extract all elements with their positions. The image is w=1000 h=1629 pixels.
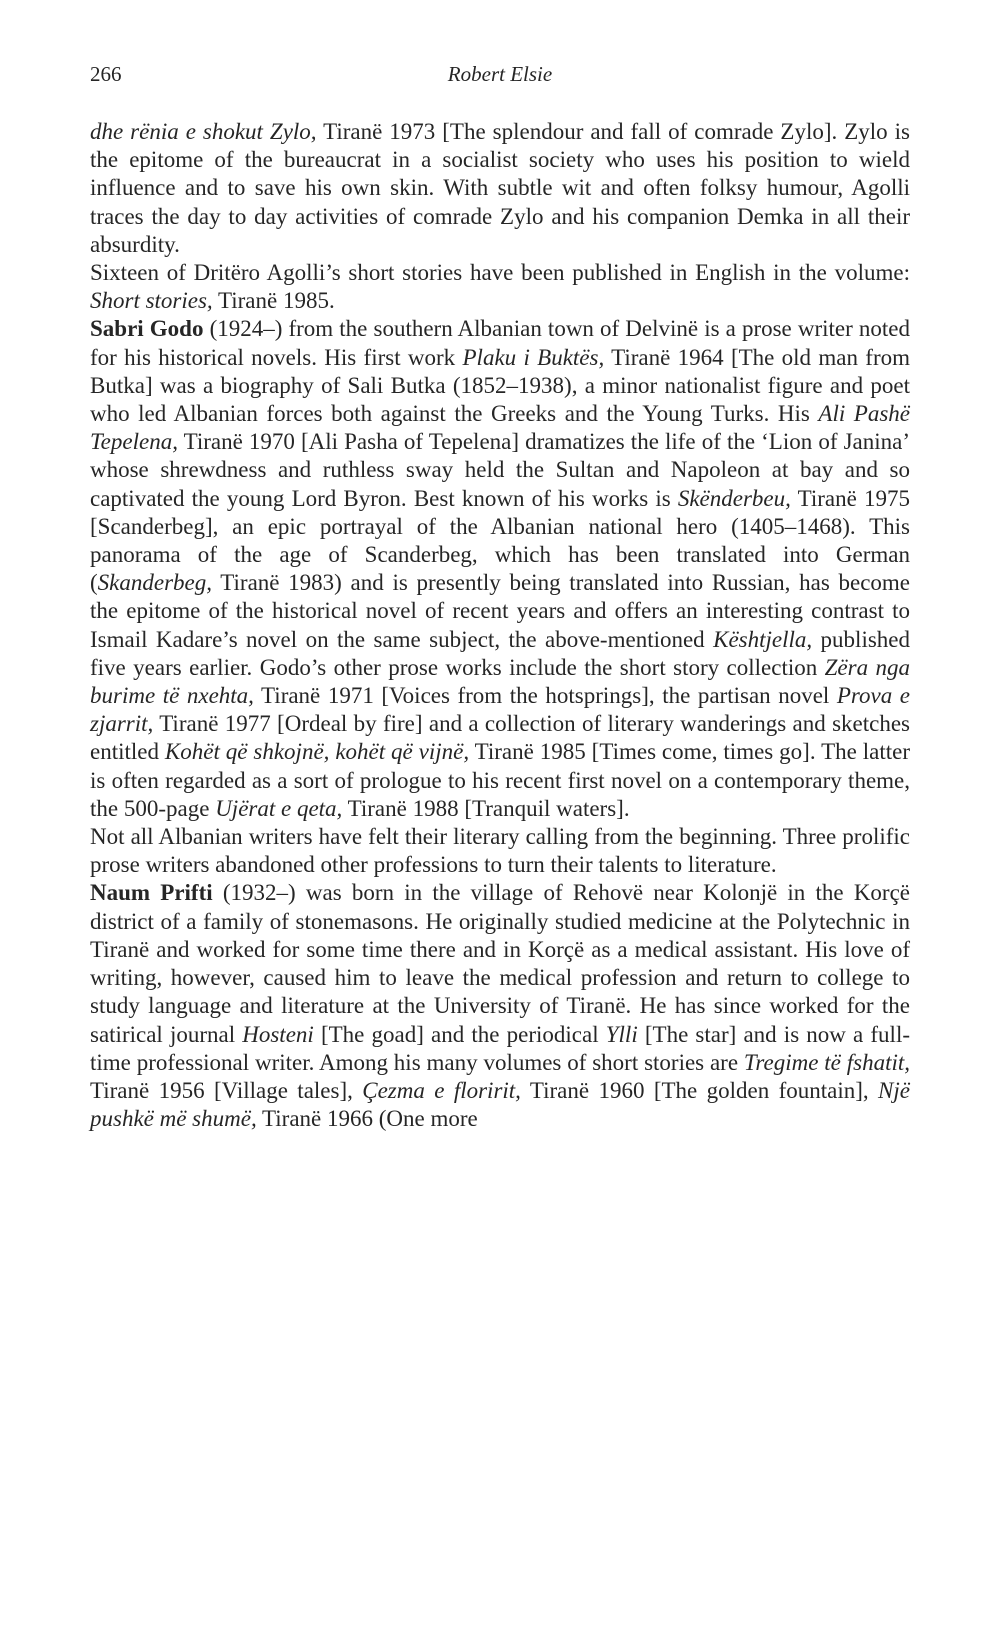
italic-title: Hosteni [242,1021,314,1047]
text-run: Not all Albanian writers have felt their literary calling from the beginning. Three prolific prose writers abandoned other professions to turn their talents to literature. [90,824,910,878]
text-run: Tiranë 1966 (One more [256,1106,478,1132]
page-number: 266 [90,62,122,86]
italic-title: Skënderbeu, [677,485,791,511]
running-title: Robert Elsie [447,62,553,86]
text-run: Tiranë 1973 [The splendour and fall of comrade Zylo]. Zylo is the epitome of the bureaucrat in a socialist society who uses his position to wield influence and to save his own skin. With subtle wit and often folksy humour, Agolli traces the day to day activities of comrade Zylo and his companion Demka in all their absurdity. [90,119,911,257]
italic-title: Ujërat e qeta, [215,795,343,821]
text-run: Tiranë 1960 [The golden fountain], [520,1077,879,1103]
text-run: Tiranë 1975 [Scanderbeg], an epic portrayal of the Albanian national hero (1405–1468). This panorama of the age of Scanderbeg, which has been translated into German ( [90,485,910,596]
running-head [90,62,910,92]
body-text [90,118,910,1133]
paragraph-agolli-short-stories [90,259,910,315]
italic-title: Skanderbeg, [97,570,212,596]
text-run: Tiranë 1985 [Times come, times go]. The latter is often regarded as a sort of prologue to his recent first novel on a contemporary theme, the 500-page [90,739,910,821]
italic-title: Tregime të fshatit, [743,1049,910,1075]
text-run: Tiranë 1971 [Voices from the hotsprings], the partisan novel [253,683,837,709]
text-run: Tiranë 1977 [Ordeal by fire] and a collection of literary wanderings and sketches entitled [90,711,910,765]
italic-title: Zëra nga burime të nxehta, [90,654,911,709]
italic-title: Një pushkë më shumë, [90,1077,910,1132]
paragraph-naum-prifti [90,879,910,1133]
italic-title: Ali Pashë Tepelena, [90,401,910,455]
text-run: published five years earlier. Godo’s other prose works include the short story collection [90,626,910,680]
author-name: Naum Prifti [90,880,213,906]
text-run: Tiranë 1983) and is presently being translated into Russian, has become the epitome of the historical novel of recent years and offers an interesting contrast to Ismail Kadare’s novel on the same subject, the above-mentioned [90,570,910,652]
italic-title: Kështjella, [713,626,813,652]
text-run: (1924–) from the southern Albanian town of Delvinë is a prose writer noted for his historical novels. His first work [90,316,910,370]
italic-title: Ylli [605,1021,638,1047]
italic-title: Prova e zjarrit, [90,683,910,737]
text-run: [The star] and is now a full-time professional writer. Among his many volumes of short stories are [90,1021,910,1075]
italic-title: Kohët që shkojnë, kohët që vijnë, [164,739,470,765]
text-run: (1932–) was born in the village of Rehovë near Kolonjë in the Korçë district of a family of stonemasons. He originally studied medicine at the Polytechnic in Tiranë and worked for some time there and in Korçë as a medical assistant. His love of writing, however, caused him to leave the medical profession and return to college to study language and literature at the University of Tiranë. He has since worked for the satirical journal [90,880,911,1047]
text-run: Tiranë 1964 [The old man from Butka] was a biography of Sali Butka (1852–1938), a minor nationalist figure and poet who led Albanian forces both against the Greeks and the Young Turks. His [90,344,910,427]
paragraph-agolli-zylo [90,118,910,259]
paragraph-sabri-godo [90,315,910,823]
text-run: Sixteen of Dritëro Agolli’s short stories have been published in English in the volume: [90,260,910,286]
italic-title: Plaku i Buktës, [462,344,605,370]
text-run: Tiranë 1988 [Tranquil waters]. [342,795,630,821]
text-run: Tiranë 1985. [212,288,335,314]
paragraph-literary-calling [90,823,910,879]
italic-title: dhe rënia e shokut Zylo, [90,119,317,144]
author-name: Sabri Godo [90,316,204,342]
text-run: Tiranë 1956 [Village tales], [90,1077,363,1103]
text-run: Tiranë 1970 [Ali Pasha of Tepelena] dramatizes the life of the ‘Lion of Janina’ whose shrewdness and ruthless sway held the Sultan and Napoleon at bay and so captivated the young Lord Byron. Best known of his works is [90,429,910,511]
italic-title: Çezma e floririt, [362,1077,521,1103]
italic-title: Short stories, [90,288,213,314]
text-run: [The goad] and the periodical [313,1021,606,1047]
